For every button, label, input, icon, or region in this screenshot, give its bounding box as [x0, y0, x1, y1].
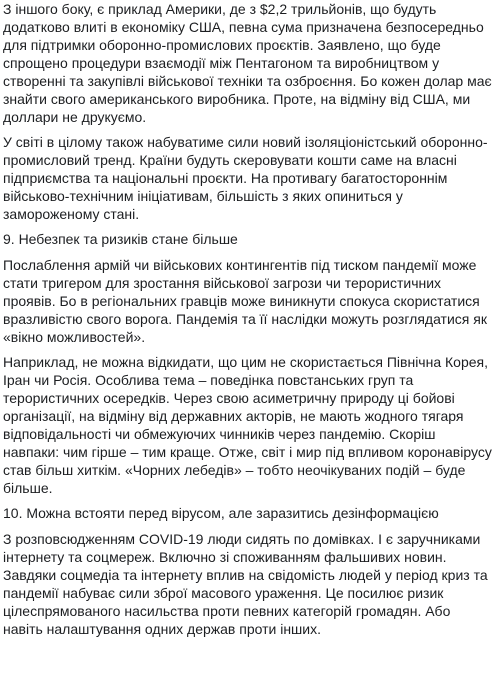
section-heading-9: 9. Небезпек та ризиків стане більше — [3, 231, 238, 247]
paragraph-5: З розповсюдженням COVID-19 люди сидять по домівках. І є заручниками інтернету та соцмереж. Включно зі споживанням фальшивих новин. Завдяки соцмедіа та інтернету вплив на свідомість людей у період криз та пандемії набуває сили зброї масового ураження. Це посилює ризик цілеспрямованого насильства проти певних категорій громадян. Або навіть налаштування одних держав проти інших. — [3, 531, 488, 637]
section-heading-10: 10. Можна встояти перед вірусом, але заразитись дезінформацією — [3, 505, 439, 521]
paragraph-4: Наприклад, не можна відкидати, що цим не скористається Північна Корея, Іран чи Росія. Особлива тема – поведінка повстанських груп та терористичних осередків. Через свою асиметричну природу ці бойові організації, на відміну від державних акторів, не мають жодного тягаря відповідальності чи обмежуючих чинників через пандемію. Скоріш навпаки: чим гірше – тим краще. Отже, світ і мир під впливом коронавірусу став більш хиткім. «Чорних лебедів» – тобто неочікуваних подій – буде більше. — [3, 354, 492, 496]
paragraph-2: У світі в цілому також набуватиме сили новий ізоляціоністський оборонно-промисловий тренд. Країни будуть скеровувати кошти саме на власні підприємства та національні проєкти. На противагу багатостороннім військово-технічним ініціативам, більшість з яких опиниться у замороженому стані. — [3, 134, 488, 222]
paragraph-3: Послаблення армій чи військових контингентів під тиском пандемії може стати тригером для зростання військової загрози чи терористичних проявів. Бо в регіональних гравців може виникнути спокуса скористатися вразливістю свого ворога. Пандемія та її наслідки можуть розглядатися як «вікно можливостей». — [3, 257, 487, 345]
paragraph-1: З іншого боку, є приклад Америки, де з $2,2 трильйонів, що будуть додатково влиті в економіку США, певна сума призначена безпосередньо для підтримки оборонно-промислових проєктів. Заявлено, що буде спрощено процедури взаємодії між Пентагоном та виробництвом у створенні та закупівлі військової техніки та озброєння. Бо кожен долар має знайти свого американського виробника. Проте, на відміну від США, ми доллари не друкуємо. — [3, 1, 492, 125]
